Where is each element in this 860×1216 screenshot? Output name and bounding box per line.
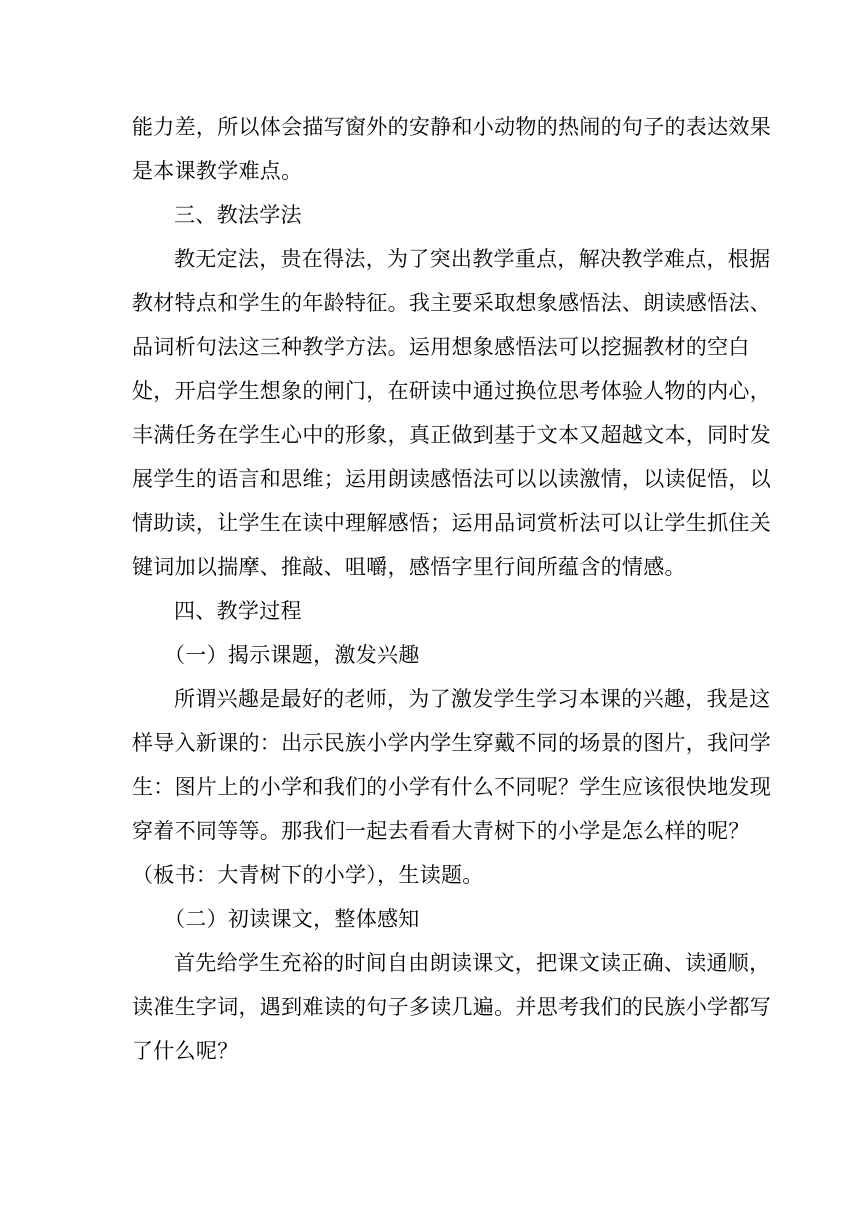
- text-line: 读准生字词，遇到难读的句子多读几遍。并思考我们的民族小学都写: [132, 995, 771, 1019]
- text-line: 处，开启学生想象的闸门，在研读中通过换位思考体验人物的内心，: [132, 379, 771, 403]
- text-line: 样导入新课的：出示民族小学内学生穿戴不同的场景的图片，我问学: [132, 731, 771, 755]
- text-line: 所谓兴趣是最好的老师，为了激发学生学习本课的兴趣，我是这: [174, 687, 771, 711]
- text-line: 情助读，让学生在读中理解感悟；运用品词赏析法可以让学生抓住关: [132, 511, 771, 535]
- text-line: 首先给学生充裕的时间自由朗读课文，把课文读正确、读通顺，: [174, 951, 771, 975]
- text-line: 教无定法，贵在得法，为了突出教学重点，解决教学难点，根据: [174, 247, 771, 271]
- text-line: 能力差，所以体会描写窗外的安静和小动物的热闹的句子的表达效果: [132, 115, 771, 139]
- text-line: 键词加以揣摩、推敲、咀嚼，感悟字里行间所蕴含的情感。: [132, 555, 686, 579]
- text-line: 丰满任务在学生心中的形象，真正做到基于文本又超越文本，同时发: [132, 423, 771, 447]
- text-line: 教材特点和学生的年龄特征。我主要采取想象感悟法、朗读感悟法、: [132, 291, 771, 315]
- section-heading: 四、教学过程: [174, 599, 302, 623]
- text-line: （板书：大青树下的小学），生读题。: [132, 863, 484, 887]
- text-line: 了什么呢？: [132, 1039, 239, 1063]
- subsection-heading: （一）揭示课题，激发兴趣: [164, 643, 420, 667]
- text-line: 生：图片上的小学和我们的小学有什么不同呢？学生应该很快地发现: [132, 775, 771, 799]
- text-line: 展学生的语言和思维；运用朗读感悟法可以以读激情，以读促悟，以: [132, 467, 771, 491]
- section-heading: 三、教法学法: [174, 203, 302, 227]
- text-line: 是本课教学难点。: [132, 159, 303, 183]
- text-line: 品词析句法这三种教学方法。运用想象感悟法可以挖掘教材的空白: [132, 335, 750, 359]
- subsection-heading: （二）初读课文，整体感知: [164, 907, 420, 931]
- text-line: 穿着不同等等。那我们一起去看看大青树下的小学是怎么样的呢？: [132, 819, 750, 843]
